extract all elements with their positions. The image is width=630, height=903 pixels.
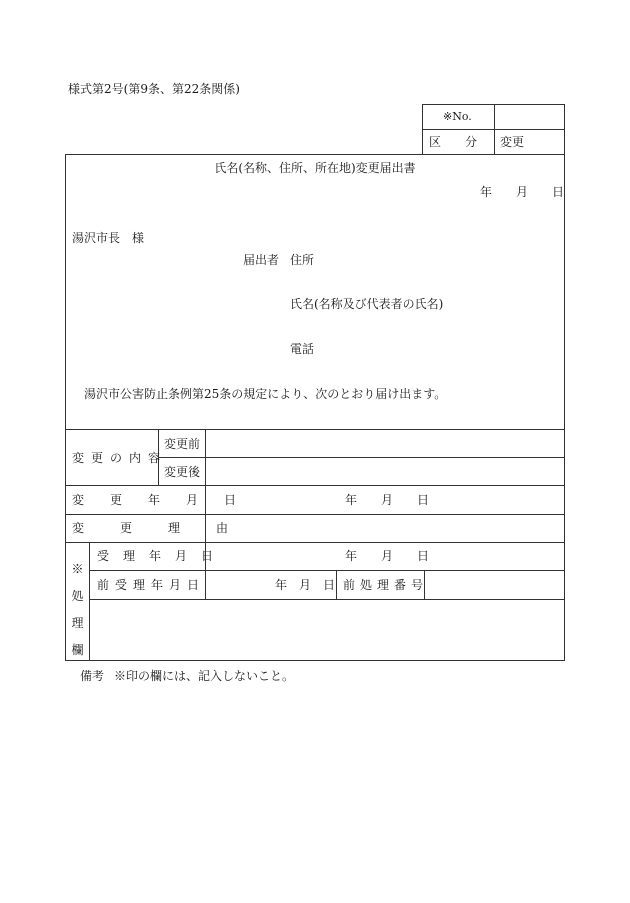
- statement: 湯沢市公害防止条例第25条の規定により、次のとおり届け出ます。: [84, 387, 447, 401]
- prev-receipt-label: 前受理年月日: [97, 578, 206, 592]
- phone-label: 電話: [290, 342, 315, 356]
- addressee: 湯沢市長 様: [72, 231, 145, 245]
- form-number: 様式第2号(第9条、第22条関係): [68, 82, 240, 96]
- remark-text: ※印の欄には、記入しないこと。: [114, 669, 295, 683]
- before-label: 変更前: [164, 437, 201, 451]
- form-title: 氏名(名称、住所、所在地)変更届出書: [214, 161, 416, 175]
- prev-number-label: 前処理番号: [343, 578, 429, 592]
- reason-value[interactable]: [212, 521, 562, 537]
- processing-area[interactable]: [95, 606, 560, 656]
- reason-label: 変更理由: [72, 521, 265, 535]
- receipt-date-label: 受理年月日: [97, 549, 228, 563]
- date-line[interactable]: 年 月 日: [480, 185, 565, 199]
- kubun-value: 変更: [500, 135, 525, 149]
- before-value[interactable]: [212, 436, 562, 452]
- no-label: ※No.: [443, 110, 472, 123]
- change-content-label: 変更の内容: [72, 451, 168, 465]
- address-label: 住所: [290, 253, 315, 267]
- change-date-label: 変更年月日: [72, 493, 263, 507]
- prev-receipt-value[interactable]: 年 月 日: [275, 578, 336, 592]
- prev-number-value[interactable]: [430, 577, 560, 593]
- receipt-date-value[interactable]: 年 月 日: [345, 549, 430, 563]
- remark-label: 備考: [80, 669, 105, 683]
- processing-label: ※処理欄: [71, 562, 84, 657]
- kubun-label: 区 分: [429, 135, 478, 149]
- name-label: 氏名(名称及び代表者の氏名): [290, 297, 444, 311]
- applicant-label: 届出者: [243, 253, 280, 267]
- after-value[interactable]: [212, 464, 562, 480]
- change-date-value[interactable]: 年 月 日: [345, 493, 430, 507]
- after-label: 変更後: [164, 465, 201, 479]
